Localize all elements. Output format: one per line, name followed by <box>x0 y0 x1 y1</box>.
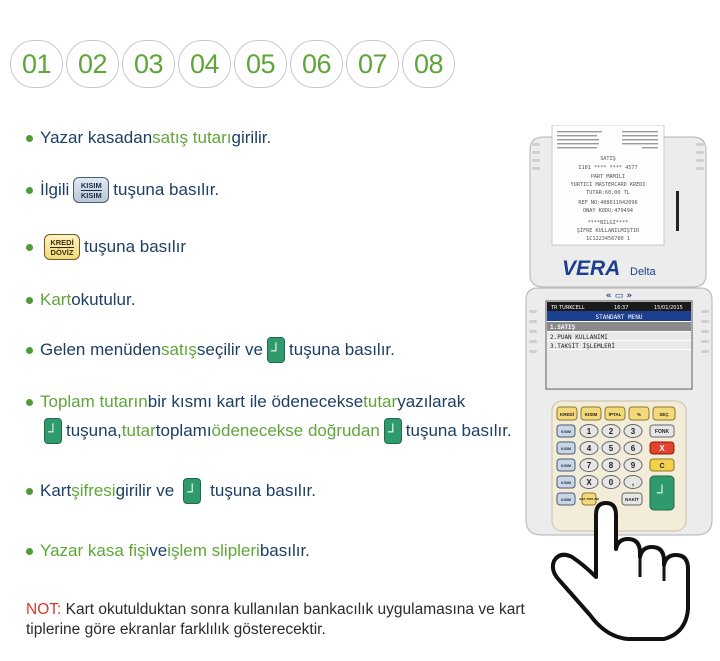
key-label: 7 <box>586 461 592 470</box>
instruction-4 <box>26 290 135 310</box>
bullet-icon <box>26 297 33 304</box>
instruction-text: İlgili <box>40 180 70 199</box>
receipt-line: SATIŞ <box>600 156 616 162</box>
key-label: C <box>659 463 665 470</box>
step-tabs <box>10 40 455 88</box>
instruction-text: yazılarak <box>397 392 466 411</box>
instruction-text: Gelen menüden <box>40 340 161 359</box>
kredi-doviz-key-icon <box>44 234 80 260</box>
key-label: X <box>659 444 665 453</box>
note-text <box>26 600 526 640</box>
note-body: Kart okutulduktan sonra kullanılan bankacılık uygulamasına ve kart tiplerine göre ekranlar farklılık gösterecektir. <box>26 601 525 638</box>
instruction-text: Kart <box>40 481 72 500</box>
note-label: NOT: <box>26 601 62 618</box>
step-tab-04[interactable]: 04 <box>178 40 231 88</box>
bullet-icon <box>26 244 33 251</box>
key-label: 3 <box>630 427 636 436</box>
instruction-1 <box>26 128 271 148</box>
enter-key-icon: ┘ <box>44 418 62 444</box>
instruction-8 <box>26 541 310 561</box>
instruction-text: seçilir ve <box>196 340 264 359</box>
bullet-icon <box>26 187 33 194</box>
instruction-highlight: Yazar kasa fişi <box>40 541 150 560</box>
instruction-text: toplamı <box>155 421 212 440</box>
key-label: % <box>636 412 642 417</box>
enter-key-icon: ┘ <box>267 337 285 363</box>
menu-item-satis[interactable]: 1.SATIŞ <box>550 324 576 331</box>
instruction-highlight: satış <box>160 340 197 359</box>
key-label: KISIM <box>584 412 598 417</box>
bullet-icon <box>26 347 33 354</box>
key-label: 5 <box>608 444 614 453</box>
step-tab-02[interactable]: 02 <box>66 40 119 88</box>
instruction-text: Yazar kasadan <box>40 128 153 147</box>
key-label: , <box>631 478 635 487</box>
key-label: KREDİ <box>559 412 575 417</box>
key-label: 0 <box>608 478 614 487</box>
kisim-key-icon <box>73 177 109 203</box>
delta-logo: Delta <box>630 266 656 278</box>
menu-item-taksit[interactable]: 3.TAKSİT İŞLEMLERİ <box>550 343 616 350</box>
instruction-text: tuşuna basılır. <box>113 180 220 199</box>
bullet-icon <box>26 488 33 495</box>
receipt-line: PART MAMILI <box>590 174 626 180</box>
step-tab-07[interactable]: 07 <box>346 40 399 88</box>
instruction-highlight: Toplam tutarın <box>40 392 148 411</box>
bullet-icon <box>26 548 33 555</box>
instruction-7 <box>26 478 316 504</box>
step-tab-05[interactable]: 05 <box>234 40 287 88</box>
instruction-3 <box>26 234 186 260</box>
receipt-line: ONAY KODU:470494 <box>583 208 633 214</box>
key-label-top: KREDİ <box>50 237 74 247</box>
instruction-text: bir kısmı kart ile ödenecekse <box>147 392 364 411</box>
instruction-highlight: şifresi <box>71 481 116 500</box>
menu-title: STANDART MENU <box>595 314 643 321</box>
key-label: 2 <box>608 427 614 436</box>
instruction-text: tuşuna basılır. <box>210 481 316 500</box>
step-tab-01[interactable]: 01 <box>10 40 63 88</box>
key-label-top: KISIM <box>80 180 102 190</box>
instruction-highlight: tutar <box>363 392 398 411</box>
key-label: KISIM <box>561 498 571 502</box>
step-tab-03[interactable]: 03 <box>122 40 175 88</box>
status-time: 16:37 <box>614 305 629 311</box>
key-label: 8 <box>608 461 614 470</box>
instruction-highlight: işlem slipleri <box>167 541 260 560</box>
instruction-text: girilir ve <box>115 481 175 500</box>
key-label: KISIM <box>561 464 571 468</box>
instruction-6 <box>26 392 465 412</box>
key-label: ARA TOPLAM <box>579 497 599 501</box>
instruction-text: tuşuna basılır. <box>405 421 512 440</box>
instruction-5 <box>26 337 395 363</box>
nav-hint-icon[interactable]: « ▭ » <box>605 291 633 301</box>
step-tab-08[interactable]: 08 <box>402 40 455 88</box>
key-label: NAKİT <box>625 497 639 502</box>
instruction-highlight: tutar <box>121 421 156 440</box>
instruction-highlight: Kart <box>40 290 72 309</box>
step-tab-06[interactable]: 06 <box>290 40 343 88</box>
key-label: KISIM <box>561 430 571 434</box>
instruction-2 <box>26 177 219 203</box>
status-operator: TR TURKCELL <box>551 305 585 311</box>
key-label: 9 <box>630 461 636 470</box>
menu-item-puan[interactable]: 2.PUAN KULLANIMI <box>550 334 608 341</box>
vera-logo: VERA <box>562 257 621 280</box>
receipt-line: ****BILGI**** <box>587 220 629 226</box>
instruction-text: girilir. <box>231 128 272 147</box>
bullet-icon <box>26 399 33 406</box>
enter-key-icon: ┘ <box>384 418 402 444</box>
instruction-text: tuşuna, <box>66 421 122 440</box>
receipt-line: YURTICI MASTERCARD KREDI <box>570 182 646 188</box>
key-label: 6 <box>630 444 636 453</box>
key-label: FONK <box>654 429 670 435</box>
key-label: 1 <box>586 427 592 436</box>
instruction-6-continued <box>40 418 512 444</box>
instruction-text: tuşuna basılır. <box>289 340 395 359</box>
instruction-text: okutulur. <box>71 290 136 309</box>
receipt-line: TUTAR:60,00 TL <box>586 190 630 196</box>
bullet-icon <box>26 135 33 142</box>
instruction-text: tuşuna basılır <box>84 237 187 256</box>
key-label-bottom: DÖVİZ <box>50 247 74 257</box>
receipt-line: ŞİFRE KULLANILMIŞTIR <box>576 228 640 234</box>
instruction-text: ve <box>149 541 168 560</box>
key-label: KISIM <box>561 447 571 451</box>
receipt-line: I101 **** **** 4577 <box>578 165 638 171</box>
instruction-highlight: satış tutarı <box>152 128 232 147</box>
receipt-line: REF NO:408011042096 <box>578 200 638 206</box>
key-label: X <box>586 478 592 487</box>
key-label: İPTAL <box>608 412 622 417</box>
status-date: 15/01/2015 <box>654 305 683 311</box>
enter-key-icon: ┘ <box>183 478 201 504</box>
pos-device-illustration <box>524 125 714 645</box>
receipt-line: 1C1223456780 1 <box>586 236 630 242</box>
key-label: SEÇ <box>659 412 669 417</box>
key-label: 4 <box>586 444 592 453</box>
key-label: ┘ <box>657 484 667 500</box>
key-label-bottom: KISIM <box>80 190 102 200</box>
key-label: KISIM <box>561 481 571 485</box>
instruction-highlight: ödenecekse doğrudan <box>211 421 380 440</box>
instruction-text: basılır. <box>259 541 310 560</box>
